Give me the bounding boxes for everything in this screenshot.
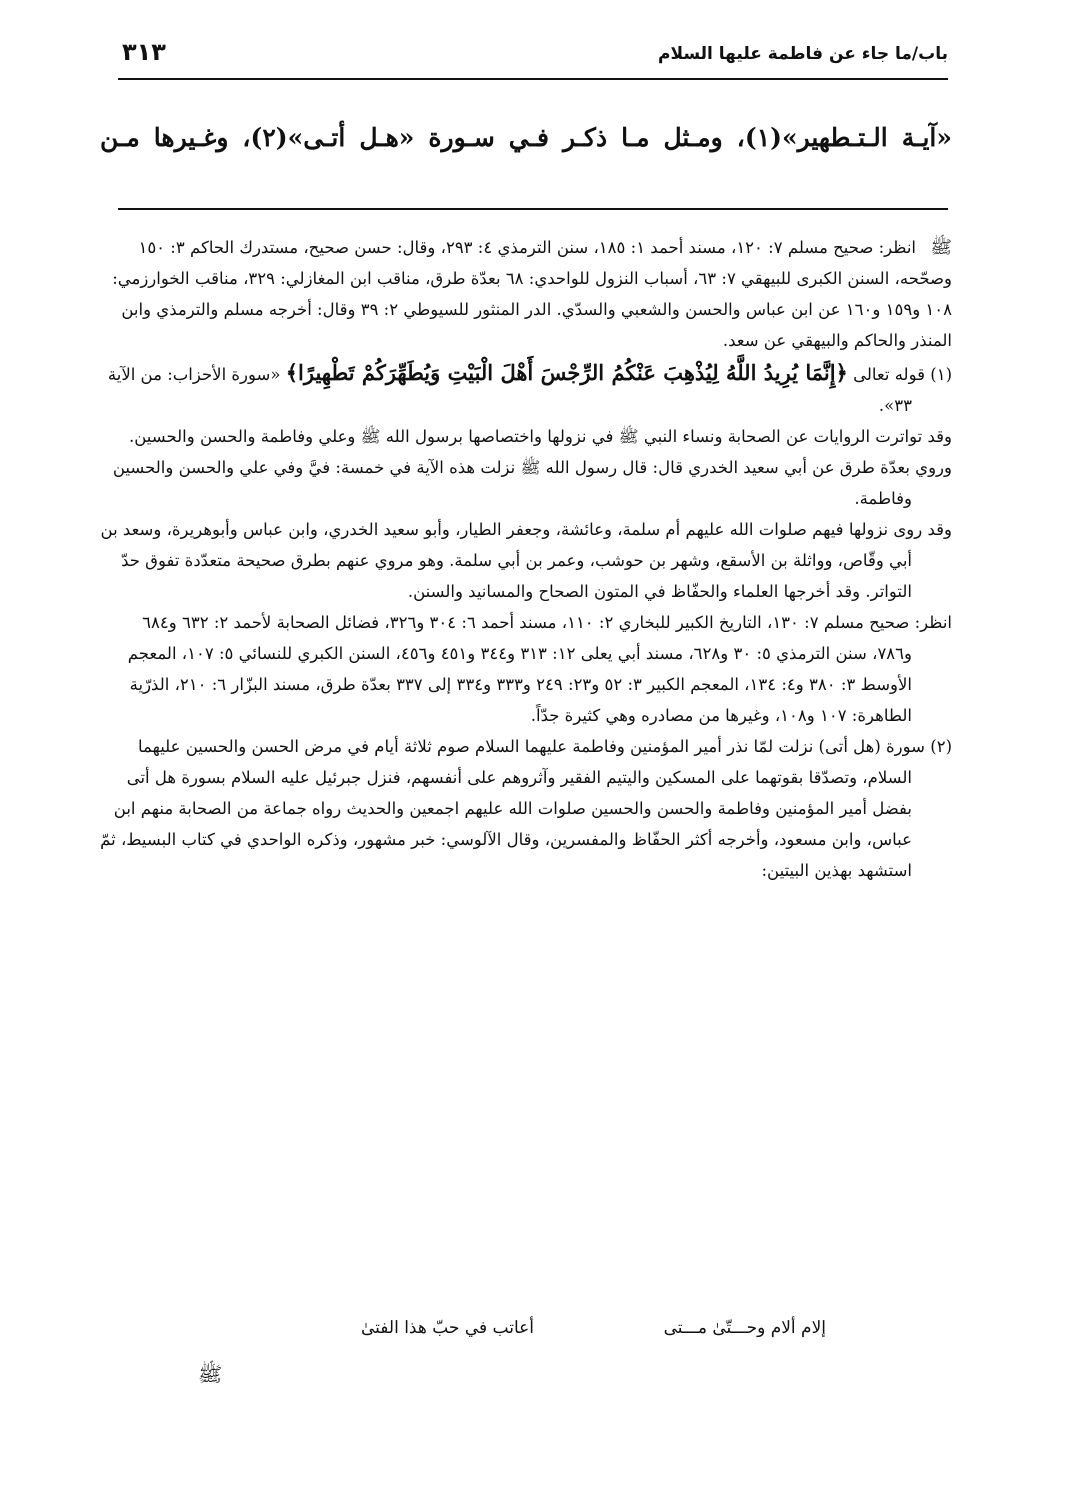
footnote-1-paragraph: وقد روى نزولها فيهم صلوات الله عليهم أم سلمة، وعائشة، وجعفر الطيار، وأبو سعيد الخدري، وابن عباس وأبوهريرة، وسعد بن أبي وقّاص، وواثلة بن الأسقع، وشهر بن حوشب، وعمر بن أبي سلمة. وهو مروي عنهم بطرق صحيحة متعدّدة تفوق حدّ التواتر. وقد أخرجها العلماء والحفّاظ في المتون الصحاح والمسانيد والسنن.: [100, 520, 952, 601]
quran-verse: ﴿إِنَّمَا يُرِيدُ اللَّهُ لِيُذْهِبَ عَنْكُمُ الرِّجْسَ أَهْلَ الْبَيْتِ وَيُطَهِّرَكُمْ تَطْهِيرًا﴾: [285, 360, 848, 385]
running-header: [118, 34, 948, 80]
footnote-1: [100, 356, 952, 421]
footnote-1-paragraph: وقد تواترت الروايات عن الصحابة ونساء النبي ﷺ في نزولها واختصاصها برسول الله ﷺ وعلي وفاطمة والحسن والحسين.: [128, 427, 952, 446]
main-text: «آيـة الـتـطهير»(١)، ومـثل مـا ذكـر فـي سـورة «هـل أتـى»(٢)، وغـيرها مـن: [100, 123, 952, 152]
continuation-mark-icon: ﷺ: [198, 1362, 223, 1386]
footnote-1-prefix: (١) قوله تعالى: [847, 365, 952, 384]
verse-hemistich-first: إلام ألام وحـــتّىٰ مـــتى: [663, 1318, 826, 1338]
verse-hemistich-second: أعاتب في حبّ هذا الفتىٰ: [361, 1318, 534, 1338]
footnote-1-paragraph: وروي بعدّة طرق عن أبي سعيد الخدري قال: قال رسول الله ﷺ نزلت هذه الآية في خمسة: فيَّ وفي علي والحسن والحسين وفاطمة.: [112, 458, 952, 508]
poetry-verse: [100, 1318, 952, 1358]
footnotes: [100, 232, 952, 886]
footnote-2: (٢) سورة (هل أتى) نزلت لمّا نذر أمير المؤمنين وفاطمة عليهما السلام صوم ثلاثة أيام في مرض الحسن والحسين عليهما السلام، وتصدّقا بقوتهما على المسكين واليتيم الفقير وآثروهم على أنفسهم، فنزل جبرئيل عليه السلام بسورة هل أتى بفضل أمير المؤمنين وفاطمة والحسن والحسين صلوات الله عليهم اجمعين والحديث رواه جماعة من الصحابة منهم ابن عباس، وابن مسعود، وأخرجه أكثر الحفّاظ والمفسرين، وقال الآلوسي: خبر مشهور، وذكره الواحدي في كتاب البسيط، ثمّ استشهد بهذين البيتين:: [100, 737, 952, 880]
page-number: ٣١٣: [122, 38, 166, 66]
footnote-reference-text: انظر: صحيح مسلم ٧: ١٢٠، مسند أحمد ١: ١٨٥، سنن الترمذي ٤: ٢٩٣، وقال: حسن صحيح، مستدرك الحاكم ٣: ١٥٠ وصحّحه، السنن الكبرى للبيهقي ٧: ٦٣، أسباب النزول للواحدي: ٦٨ بعدّة طرق، مناقب ابن المغازلي: ٣٢٩، مناقب الخوارزمي: ١٠٨ و١٥٩ و١٦٠ عن ابن عباس والحسن والشعبي والسدّي. الدر المنثور للسيوطي ٢: ٣٩ وقال: أخرجه مسلم والترمذي وابن المنذر والحاكم والبيهقي عن سعد.: [112, 238, 952, 350]
ornament-icon: ﷺ: [930, 237, 952, 258]
footnote-separator: [118, 208, 948, 210]
footnote-1-references: انظر: صحيح مسلم ٧: ١٣٠، التاريخ الكبير للبخاري ٢: ١١٠، مسند أحمد ٦: ٣٠٤ و٣٢٦، فضائل الصحابة لأحمد ٢: ٦٣٢ و٦٨٤ و٧٨٦، سنن الترمذي ٥: ٣٠ و٦٢٨، مسند أبي يعلى ١٢: ٣١٣ و٣٤٤ و٤٥١ و٤٥٦، السنن الكبري للنسائي ٥: ١٠٧، المعجم الأوسط ٣: ٣٨٠ و٤: ١٣٤، المعجم الكبير ٣: ٥٢ و٢٣: ٢٤٩ و٣٣٣ و٣٣٤ إلى ٣٣٧ بعدّة طرق، مسند البزّار ٦: ٢١٠، الذرّية الطاهرة: ١٠٧ و١٠٨، وغيرها من مصادره وهي كثيرة جدّاً.: [127, 613, 952, 725]
chapter-title: باب/ما جاء عن فاطمة عليها السلام: [657, 44, 948, 64]
footnote-reference-note: [100, 232, 952, 356]
footnote-1-source: «سورة الأحزاب: من الآية ٣٣».: [107, 365, 912, 415]
